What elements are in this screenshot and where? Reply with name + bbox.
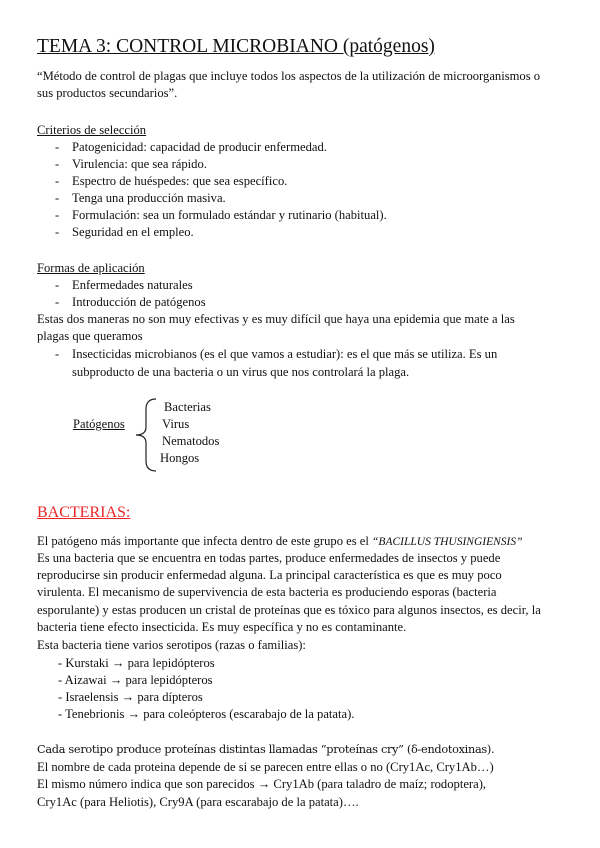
page-title: TEMA 3: CONTROL MICROBIANO (patógenos) — [37, 36, 435, 57]
list-item: - Seguridad en el empleo. — [72, 224, 194, 240]
bacterias-heading: BACTERIAS: — [37, 504, 131, 521]
paragraph-line: virulenta. El mecanismo de supervivencia de esta bacteria es produciendo esporas (bacteria — [37, 585, 497, 599]
patogeno-item: Nematodos — [162, 434, 220, 448]
serotipo-item: - Kurstaki → para lepidópteros — [58, 656, 215, 670]
patogeno-item: Hongos — [160, 451, 200, 465]
list-item: - Introducción de patógenos — [72, 294, 206, 310]
paragraph-line: Esta bacteria tiene varios serotipos (razas o familias): — [37, 638, 306, 652]
serotipo-item: - Aizawai → para lepidópteros — [58, 673, 213, 687]
list-item: - Insecticidas microbianos (es el que vamos a estudiar): es el que más se utiliza. Es un — [72, 346, 497, 362]
paragraph-line: Cry1Ac (para Heliotis), Cry9A (para escarabajo de la patata)…. — [37, 795, 359, 809]
criterios-heading: Criterios de selección — [37, 123, 147, 137]
paragraph-text: El patógeno más importante que infecta dentro de este grupo es el — [37, 534, 369, 548]
quote-line: sus productos secundarios”. — [37, 86, 178, 100]
paragraph-line: bacteria tiene efecto insecticida. Es muy específica y no es contaminante. — [37, 620, 407, 634]
list-item: - Formulación: sea un formulado estándar y rutinario (habitual). — [72, 207, 387, 223]
paragraph-line: El mismo número indica que son parecidos → Cry1Ab (para taladro de maíz; rodoptera), — [37, 777, 487, 791]
list-item: - Tenga una producción masiva. — [72, 190, 226, 206]
patogeno-item: Bacterias — [164, 400, 211, 414]
list-item: - Enfermedades naturales — [72, 277, 193, 293]
list-item: - Patogenicidad: capacidad de producir enfermedad. — [72, 139, 327, 155]
list-item: - Espectro de huéspedes: que sea específico. — [72, 173, 287, 189]
list-item-continuation: subproducto de una bacteria o un virus que nos controlará la plaga. — [72, 365, 410, 379]
paragraph-line: esporulante) y estas producen un cristal de proteínas que es tóxico para algunos insectos, es decir, la — [37, 603, 541, 617]
curly-brace-icon — [130, 397, 158, 473]
paragraph-line — [37, 533, 523, 550]
paragraph-line: plagas que queramos — [37, 329, 143, 343]
paragraph-line: Es una bacteria que se encuentra en todas partes, produce enfermedades de insectos y puede — [37, 551, 501, 565]
serotipo-item: - Tenebrionis → para coleópteros (escarabajo de la patata). — [58, 707, 355, 721]
paragraph-line: Cada serotipo produce proteínas distintas llamadas “proteínas cry” (δ-endotoxinas). — [37, 743, 495, 756]
list-item: - Virulencia: que sea rápido. — [72, 156, 207, 172]
species-name: “BACILLUS THUSINGIENSIS” — [372, 536, 523, 548]
paragraph-line: El nombre de cada proteina depende de si se parecen entre ellas o no (Cry1Ac, Cry1Ab…) — [37, 760, 494, 774]
patogeno-item: Virus — [162, 417, 190, 431]
formas-heading: Formas de aplicación — [37, 261, 145, 275]
quote-line: “Método de control de plagas que incluye todos los aspectos de la utilización de microorganismos o — [37, 69, 541, 83]
paragraph-line: reproducirse sin producir enfermedad alguna. La principal característica es que es muy poco — [37, 568, 502, 582]
paragraph-line: Estas dos maneras no son muy efectivas y es muy difícil que haya una epidemia que mate a las — [37, 312, 515, 326]
patogenos-label: Patógenos — [73, 417, 125, 431]
serotipo-item: - Israelensis → para dípteros — [58, 690, 203, 704]
